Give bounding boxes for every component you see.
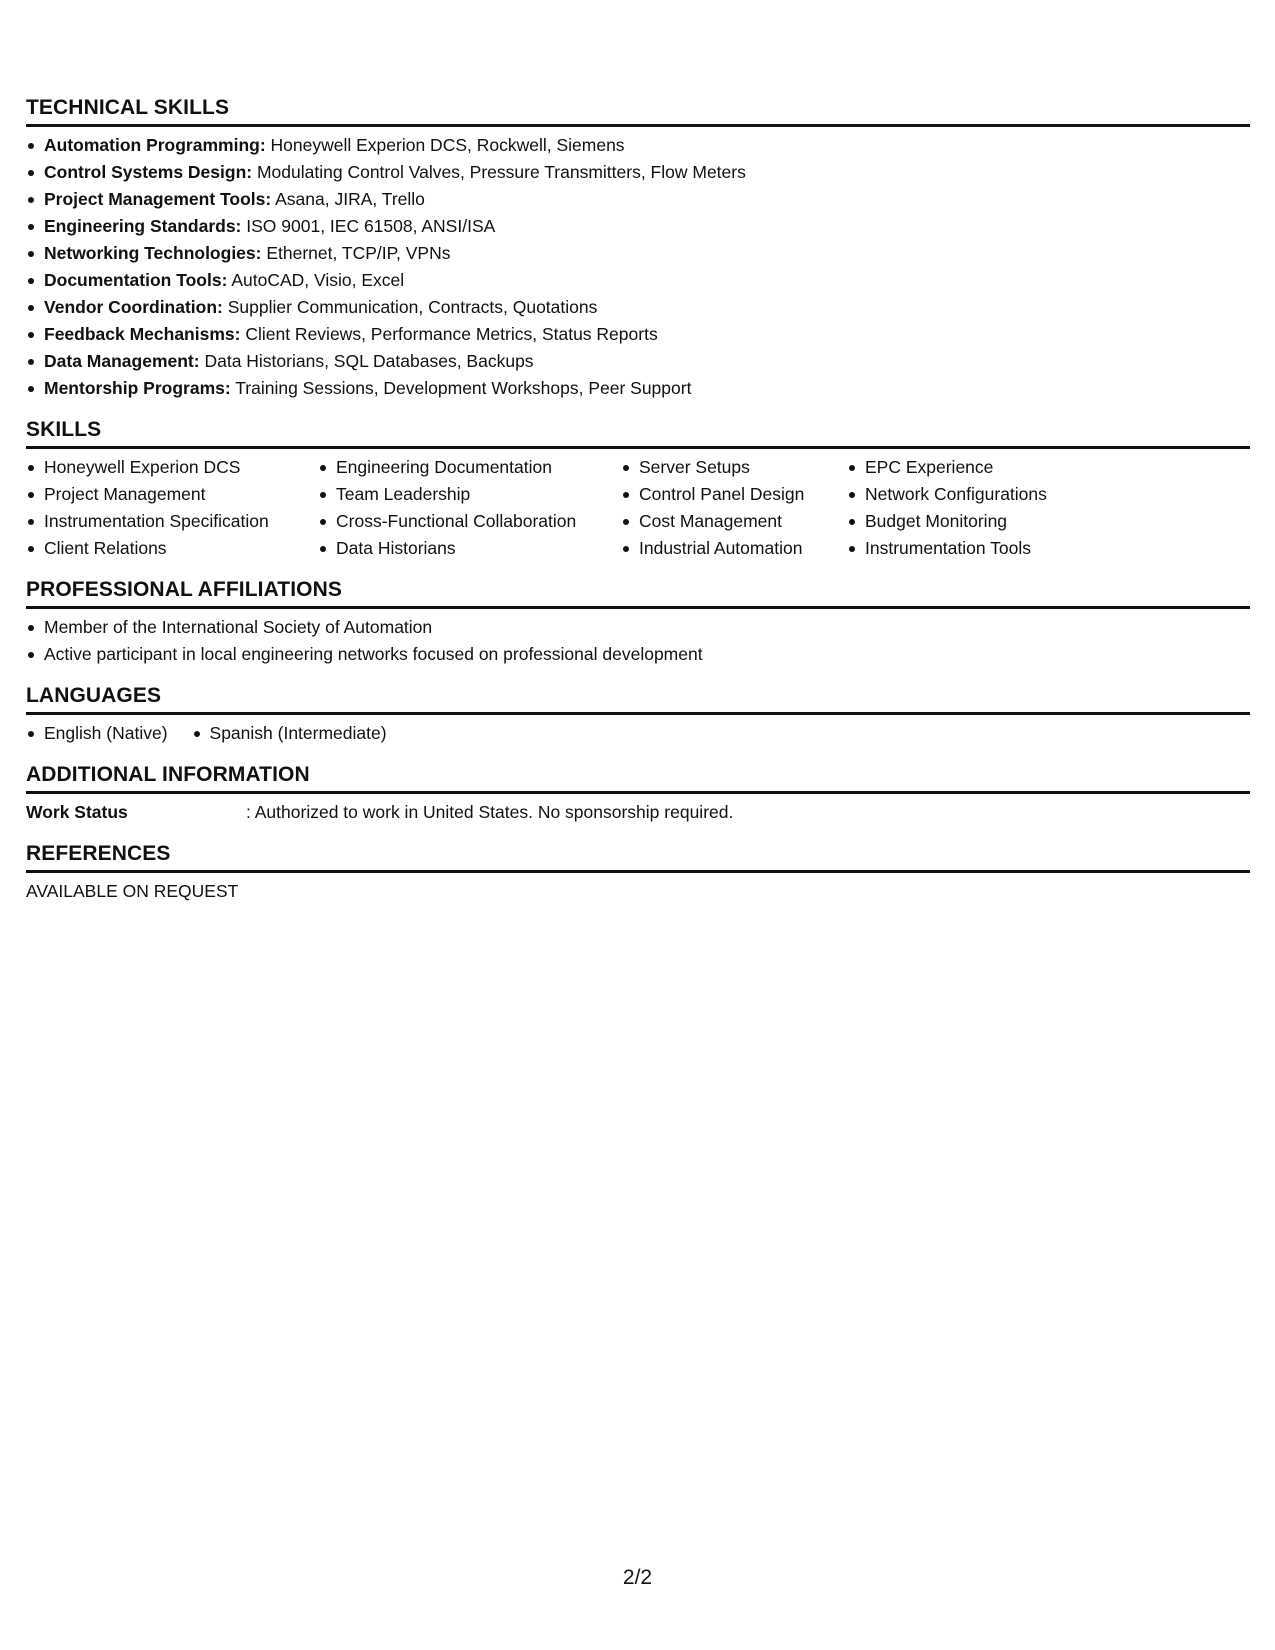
language-item: English (Native)	[26, 720, 168, 747]
skill-item: Client Relations	[26, 535, 318, 562]
skills-section	[26, 417, 1250, 562]
skill-item: Honeywell Experion DCS	[26, 454, 318, 481]
technical-skill-label: Documentation Tools:	[44, 270, 228, 290]
work-status-value: : Authorized to work in United States. No sponsorship required.	[246, 802, 734, 822]
technical-skill-value: Ethernet, TCP/IP, VPNs	[261, 243, 451, 263]
skill-item: Budget Monitoring	[847, 508, 1107, 535]
page-number: 2/2	[622, 1566, 653, 1589]
technical-skill-item	[26, 213, 1250, 240]
technical-skill-item	[26, 267, 1250, 294]
references-heading: REFERENCES	[26, 841, 1250, 873]
skills-grid	[26, 454, 1250, 562]
skill-item: Network Configurations	[847, 481, 1107, 508]
technical-skill-value: Client Reviews, Performance Metrics, Status Reports	[240, 324, 658, 344]
skill-item: EPC Experience	[847, 454, 1107, 481]
work-status-label: Work Status	[26, 802, 128, 822]
technical-skill-value: AutoCAD, Visio, Excel	[227, 270, 405, 290]
affiliations-section	[26, 577, 1250, 668]
technical-skill-item	[26, 186, 1250, 213]
skill-item: Team Leadership	[318, 481, 621, 508]
language-item: Spanish (Intermediate)	[192, 720, 387, 747]
technical-skill-value: Supplier Communication, Contracts, Quotations	[222, 297, 598, 317]
skill-item: Industrial Automation	[621, 535, 847, 562]
technical-skill-label: Automation Programming:	[44, 135, 266, 155]
references-section	[26, 841, 1250, 905]
technical-skill-label: Engineering Standards:	[44, 216, 242, 236]
affiliation-item: Active participant in local engineering networks focused on professional development	[26, 641, 1250, 668]
references-text: AVAILABLE ON REQUEST	[26, 881, 239, 901]
skill-item: Control Panel Design	[621, 481, 847, 508]
skill-item: Cost Management	[621, 508, 847, 535]
skill-item: Project Management	[26, 481, 318, 508]
languages-heading: LANGUAGES	[26, 683, 1250, 715]
technical-skill-value: ISO 9001, IEC 61508, ANSI/ISA	[241, 216, 496, 236]
technical-skill-label: Project Management Tools:	[44, 189, 272, 209]
technical-skill-value: Modulating Control Valves, Pressure Transmitters, Flow Meters	[252, 162, 746, 182]
affiliations-list	[26, 614, 1250, 668]
technical-skill-label: Feedback Mechanisms:	[44, 324, 241, 344]
technical-skill-value: Data Historians, SQL Databases, Backups	[199, 351, 534, 371]
additional-info-section	[26, 762, 1250, 826]
languages-section	[26, 683, 1250, 747]
technical-skill-item	[26, 375, 1250, 402]
technical-skill-item	[26, 240, 1250, 267]
technical-skill-value: Training Sessions, Development Workshops, Peer Support	[230, 378, 692, 398]
skills-column	[621, 454, 847, 562]
affiliation-item: Member of the International Society of Automation	[26, 614, 1250, 641]
affiliations-heading: PROFESSIONAL AFFILIATIONS	[26, 577, 1250, 609]
technical-skill-item	[26, 159, 1250, 186]
skill-item: Engineering Documentation	[318, 454, 621, 481]
technical-skill-value: Honeywell Experion DCS, Rockwell, Siemens	[265, 135, 625, 155]
skill-item: Data Historians	[318, 535, 621, 562]
skills-heading: SKILLS	[26, 417, 1250, 449]
technical-skills-section	[26, 95, 1250, 402]
skills-column	[26, 454, 318, 562]
technical-skills-heading: TECHNICAL SKILLS	[26, 95, 1250, 127]
technical-skills-list	[26, 132, 1250, 402]
skills-column	[847, 454, 1107, 562]
skill-item: Instrumentation Specification	[26, 508, 318, 535]
technical-skill-value: Asana, JIRA, Trello	[271, 189, 425, 209]
technical-skill-label: Data Management:	[44, 351, 200, 371]
technical-skill-item	[26, 348, 1250, 375]
technical-skill-item	[26, 321, 1250, 348]
technical-skill-label: Networking Technologies:	[44, 243, 262, 263]
additional-info-heading: ADDITIONAL INFORMATION	[26, 762, 1250, 794]
resume-page	[26, 95, 1250, 905]
technical-skill-label: Vendor Coordination:	[44, 297, 223, 317]
skill-item: Server Setups	[621, 454, 847, 481]
work-status-row	[26, 799, 1250, 826]
technical-skill-label: Mentorship Programs:	[44, 378, 231, 398]
technical-skill-item	[26, 294, 1250, 321]
skill-item: Instrumentation Tools	[847, 535, 1107, 562]
languages-list	[26, 720, 1250, 747]
skill-item: Cross-Functional Collaboration	[318, 508, 621, 535]
technical-skill-label: Control Systems Design:	[44, 162, 253, 182]
skills-column	[318, 454, 621, 562]
technical-skill-item	[26, 132, 1250, 159]
